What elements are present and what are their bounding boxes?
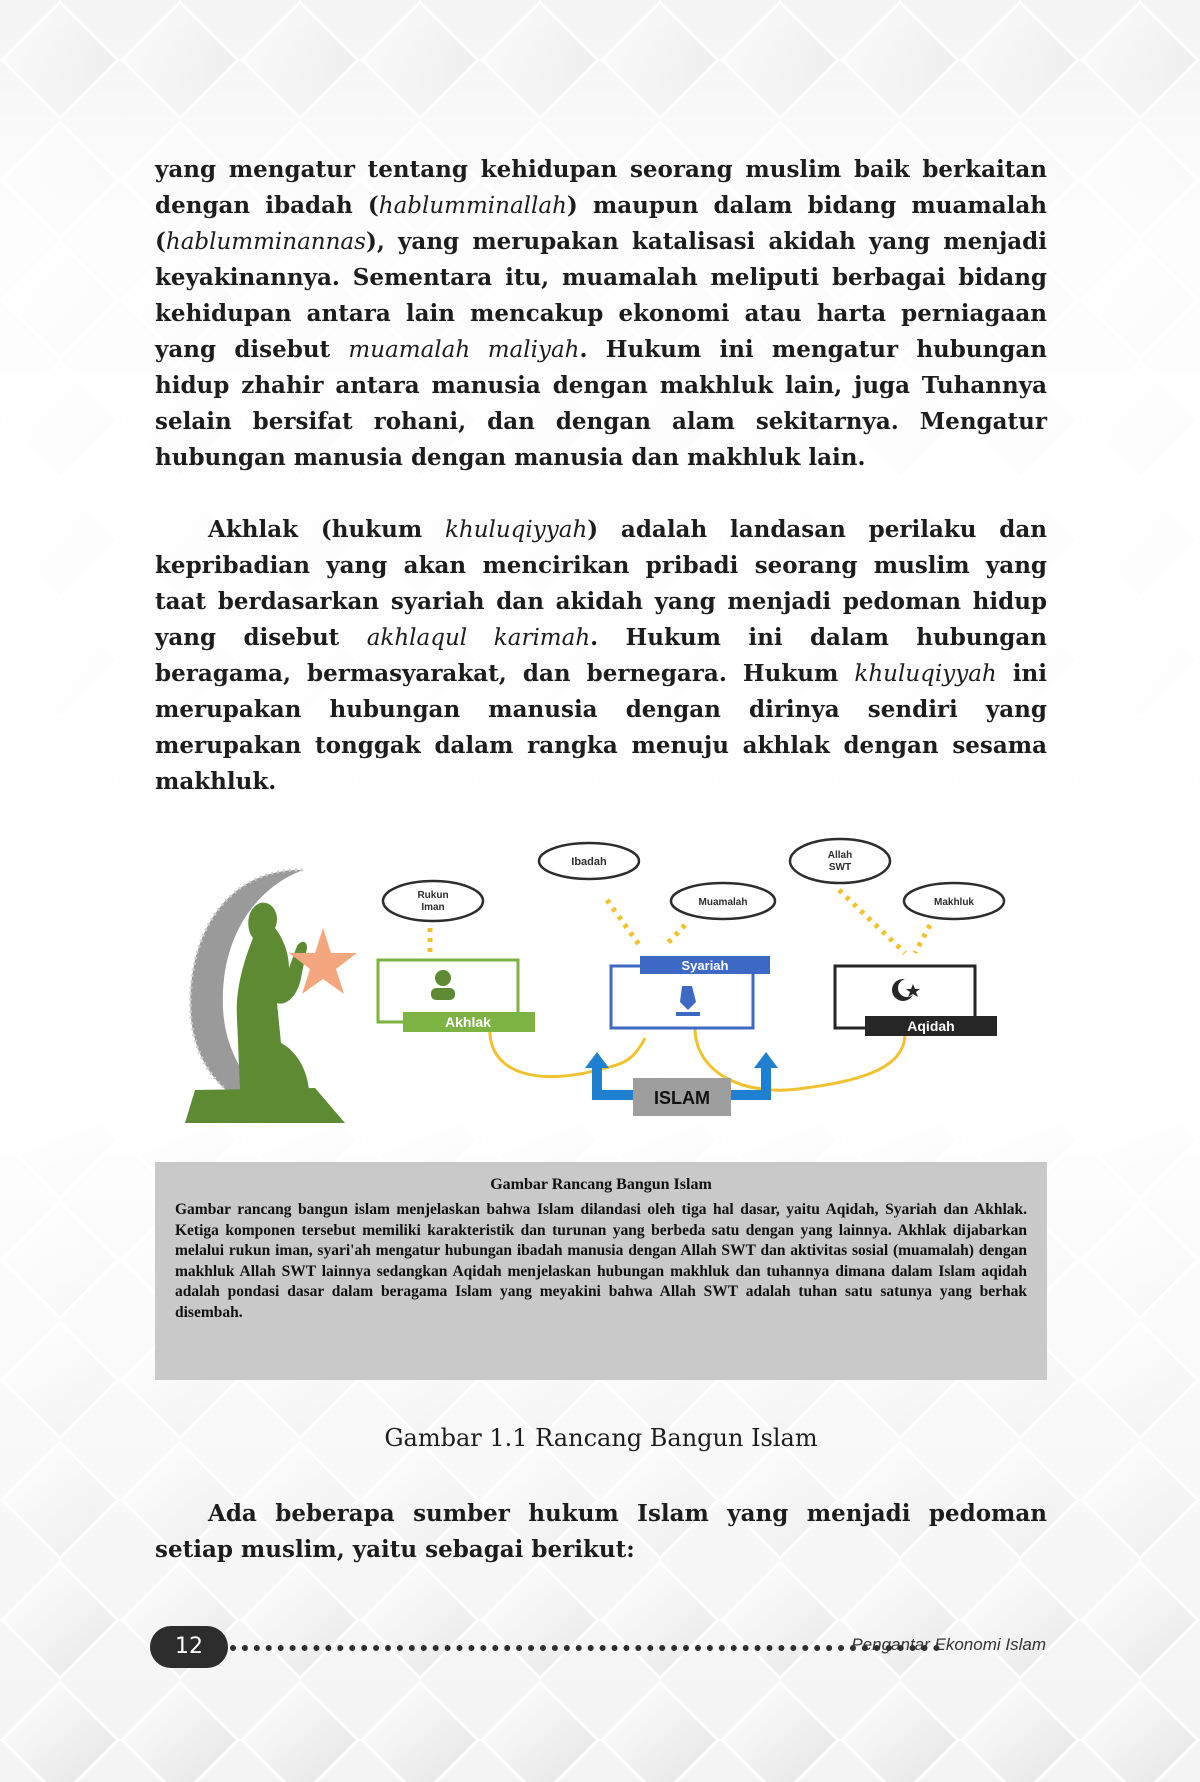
paragraph-text: Akhlak (hukum (208, 516, 445, 543)
page-number: 12 (150, 1626, 228, 1668)
italic-term: khuluqiyyah (854, 661, 997, 687)
italic-term: khuluqiyyah (444, 517, 588, 543)
italic-term: hablumminallah (378, 193, 567, 219)
body-paragraph-2 (155, 512, 1047, 800)
person-icon (435, 970, 451, 986)
praying-figure-illustration (185, 870, 357, 1123)
prayer-mat (185, 1088, 345, 1123)
arrow-right (730, 1066, 766, 1095)
italic-term: hablumminannas (165, 229, 366, 255)
description-title: Gambar Rancang Bangun Islam (490, 1176, 712, 1193)
paragraph-text: ini merupakan hubungan manusia dengan dirinya sendiri yang merupakan tonggak dalam rangka menuju akhlak dengan sesama makhluk. (155, 660, 1047, 795)
page-footer (150, 1626, 1050, 1672)
figure-caption: Gambar 1.1 Rancang Bangun Islam (384, 1424, 818, 1452)
akhlak-label: Akhlak (445, 1014, 491, 1030)
paragraph-text: yang mengatur tentang kehidupan seorang muslim baik berkaitan dengan ibadah ( (155, 156, 1047, 219)
arrow-left (597, 1066, 633, 1095)
cloud-ibadah (539, 843, 639, 879)
footer-dotted-rule (230, 1645, 940, 1651)
description-text: Gambar rancang bangun islam menjelaskan bahwa Islam dilandasi oleh tiga hal dasar, yaitu Aqidah, Syariah dan Akhlak. Ketiga komponen tersebut memiliki karakteristik dan turunan yang berbeda satu dengan yang lainnya. Akhlak dijabarkan melalui rukun iman, syari'ah mengatur hubungan ibadah manusia dengan Allah SWT dan aktivitas sosial (muamalah) dengan makhluk Allah SWT lainnya sedangkan Aqidah menjelaskan hubungan makhluk dan tuhannya dimana dalam Islam aqidah adalah pondasi dasar dalam beragama Islam yang meyakini bahwa Allah SWT adalah tuhan satu satunya yang berhak disembah. (175, 1201, 1027, 1321)
cloud-label: Rukun (417, 890, 449, 901)
syariah-box (611, 956, 770, 1028)
syariah-label: Syariah (681, 958, 729, 973)
paragraph-text: ) adalah landasan perilaku dan kepribadian yang akan mencirikan pribadi seorang muslim yang taat berdasarkan syariah dan akidah yang menjadi pedoman hidup yang disebut (155, 516, 1047, 651)
italic-term: muamalah maliyah (348, 337, 580, 363)
akhlak-box (378, 960, 535, 1032)
paragraph-text: . Hukum ini dalam hubungan beragama, bermasyarakat, dan bernegara. Hukum (155, 624, 1047, 687)
figure-description-box (155, 1162, 1047, 1380)
running-book-title: Pengantar Ekonomi Islam (851, 1635, 1046, 1654)
cloud-label: SWT (828, 862, 852, 873)
praying-person (237, 903, 309, 1090)
aqidah-label: Aqidah (907, 1018, 955, 1034)
islam-label: ISLAM (654, 1088, 710, 1108)
cloud-label: Makhluk (933, 897, 975, 908)
cloud-rukun-iman (383, 881, 483, 921)
cloud-label: Muamalah (698, 897, 748, 908)
paragraph-text: ) maupun dalam bidang muamalah ( (155, 192, 1047, 255)
aqidah-box (835, 966, 997, 1036)
body-paragraph-3: Ada beberapa sumber hukum Islam yang menjadi pedoman setiap muslim, yaitu sebagai berikut: (155, 1500, 1047, 1563)
cloud-label: Iman (421, 902, 445, 913)
rancang-bangun-islam-diagram (185, 828, 1020, 1128)
pen-nib-icon-base (676, 1012, 700, 1016)
cloud-muamalah (671, 883, 775, 919)
body-paragraph-1 (155, 152, 1047, 476)
cloud-label: Ibadah (571, 856, 607, 868)
cloud-allah-swt (790, 839, 890, 883)
cloud-label: Allah (827, 850, 853, 861)
person-icon-body (431, 988, 455, 1000)
paragraph-text: ), yang merupakan katalisasi akidah yang menjadi keyakinannya. Sementara itu, muamalah meliputi berbagai bidang kehidupan antara lain mencakup ekonomi atau harta perniagaan yang disebut (155, 228, 1047, 363)
islam-base (585, 1052, 778, 1116)
paragraph-text: . Hukum ini mengatur hubungan hidup zhahir antara manusia dengan makhluk lain, juga Tuhannya selain bersifat rohani, dan dengan alam sekitarnya. Mengatur hubungan manusia dengan manusia dan makhluk lain. (155, 336, 1047, 471)
cloud-makhluk (904, 883, 1004, 919)
italic-term: akhlaqul karimah (366, 625, 591, 651)
